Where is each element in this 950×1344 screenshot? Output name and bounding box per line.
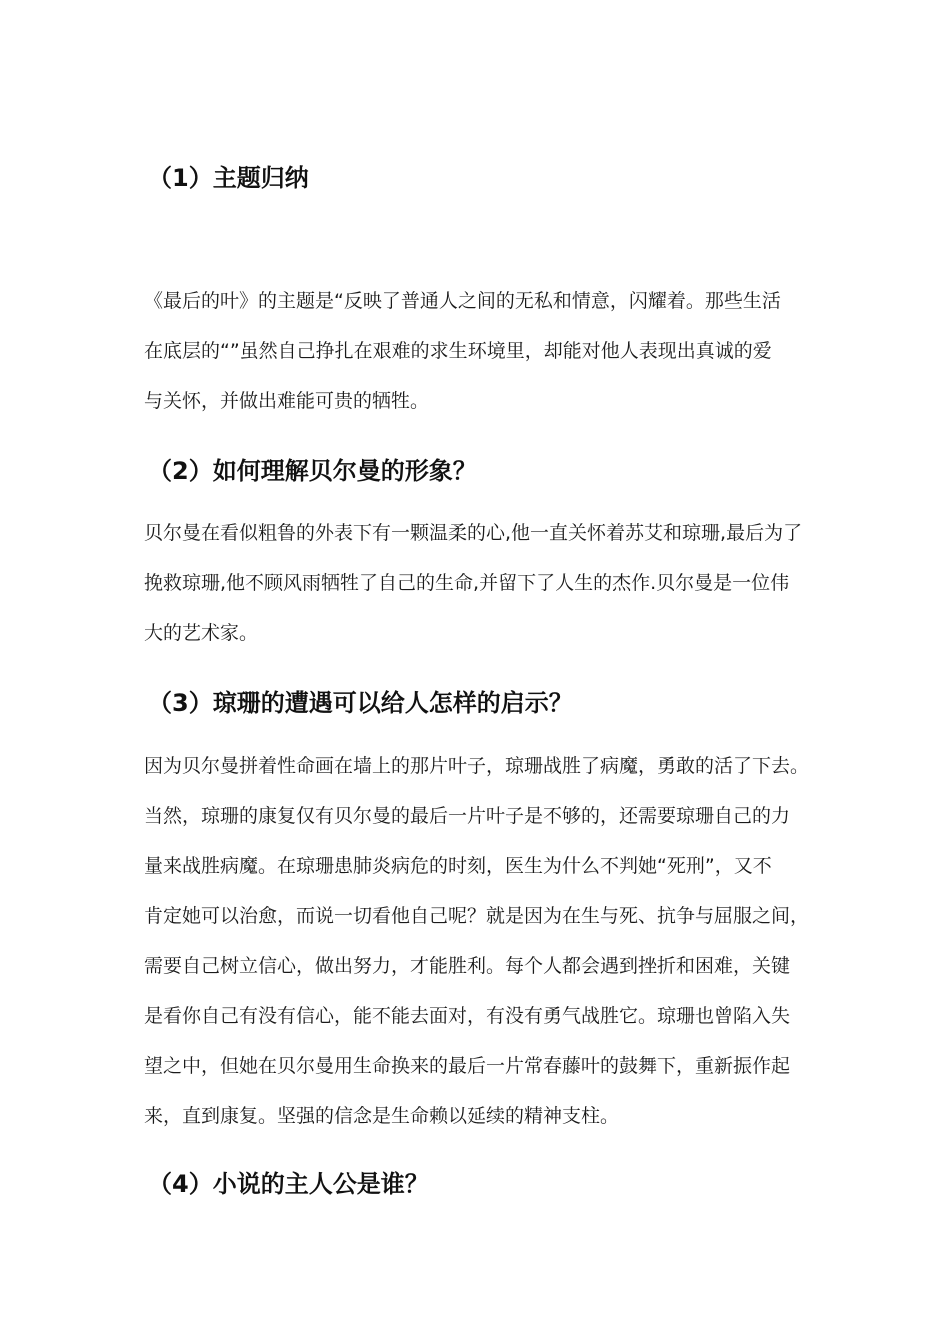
section-3-paragraph <box>144 751 809 1151</box>
section-4-heading: （4）小说的主人公是谁？ <box>148 1170 429 1198</box>
section-3-line-3: 量来战胜病魔。在琼珊患肺炎病危的时刻，医生为什么不判她“死刑”，又不 <box>144 855 772 877</box>
section-2-line-2: 挽救琼珊,他不顾风雨牺牲了自己的生命,并留下了人生的杰作.贝尔曼是一位伟 <box>144 572 790 594</box>
section-2-heading: （2）如何理解贝尔曼的形象？ <box>148 457 477 485</box>
section-3-line-7: 望之中，但她在贝尔曼用生命换来的最后一片常春藤叶的鼓舞下，重新振作起 <box>144 1055 791 1077</box>
section-1-paragraph <box>144 286 809 436</box>
section-3-line-1: 因为贝尔曼拼着性命画在墙上的那片叶子，琼珊战胜了病魔，勇敢的活了下去。 <box>144 755 810 777</box>
section-3-line-5: 需要自己树立信心，做出努力，才能胜利。每个人都会遇到挫折和困难，关键 <box>144 955 791 977</box>
section-1-line-2: 在底层的“”虽然自己挣扎在艰难的求生环境里，却能对他人表现出真诚的爱 <box>144 340 772 362</box>
section-2-line-3: 大的艺术家。 <box>144 622 259 644</box>
section-3-line-4: 肯定她可以治愈，而说一切看他自己呢？就是因为在生与死、抗争与屈服之间， <box>144 905 810 927</box>
section-1-line-3: 与关怀，并做出难能可贵的牺牲。 <box>144 390 430 412</box>
section-3-line-8: 来，直到康复。坚强的信念是生命赖以延续的精神支柱。 <box>144 1105 620 1127</box>
section-1-line-1: 《最后的叶》的主题是“反映了普通人之间的无私和情意，闪耀着。那些生活 <box>144 290 781 312</box>
section-2-paragraph <box>144 518 809 668</box>
section-2-line-1: 贝尔曼在看似粗鲁的外表下有一颗温柔的心,他一直关怀着苏艾和琼珊,最后为了 <box>144 522 803 544</box>
section-3-line-6: 是看你自己有没有信心，能不能去面对，有没有勇气战胜它。琼珊也曾陷入失 <box>144 1005 791 1027</box>
section-1-heading: （1）主题归纳 <box>148 164 309 192</box>
section-3-line-2: 当然，琼珊的康复仅有贝尔曼的最后一片叶子是不够的，还需要琼珊自己的力 <box>144 805 791 827</box>
section-3-heading: （3）琼珊的遭遇可以给人怎样的启示？ <box>148 689 573 717</box>
